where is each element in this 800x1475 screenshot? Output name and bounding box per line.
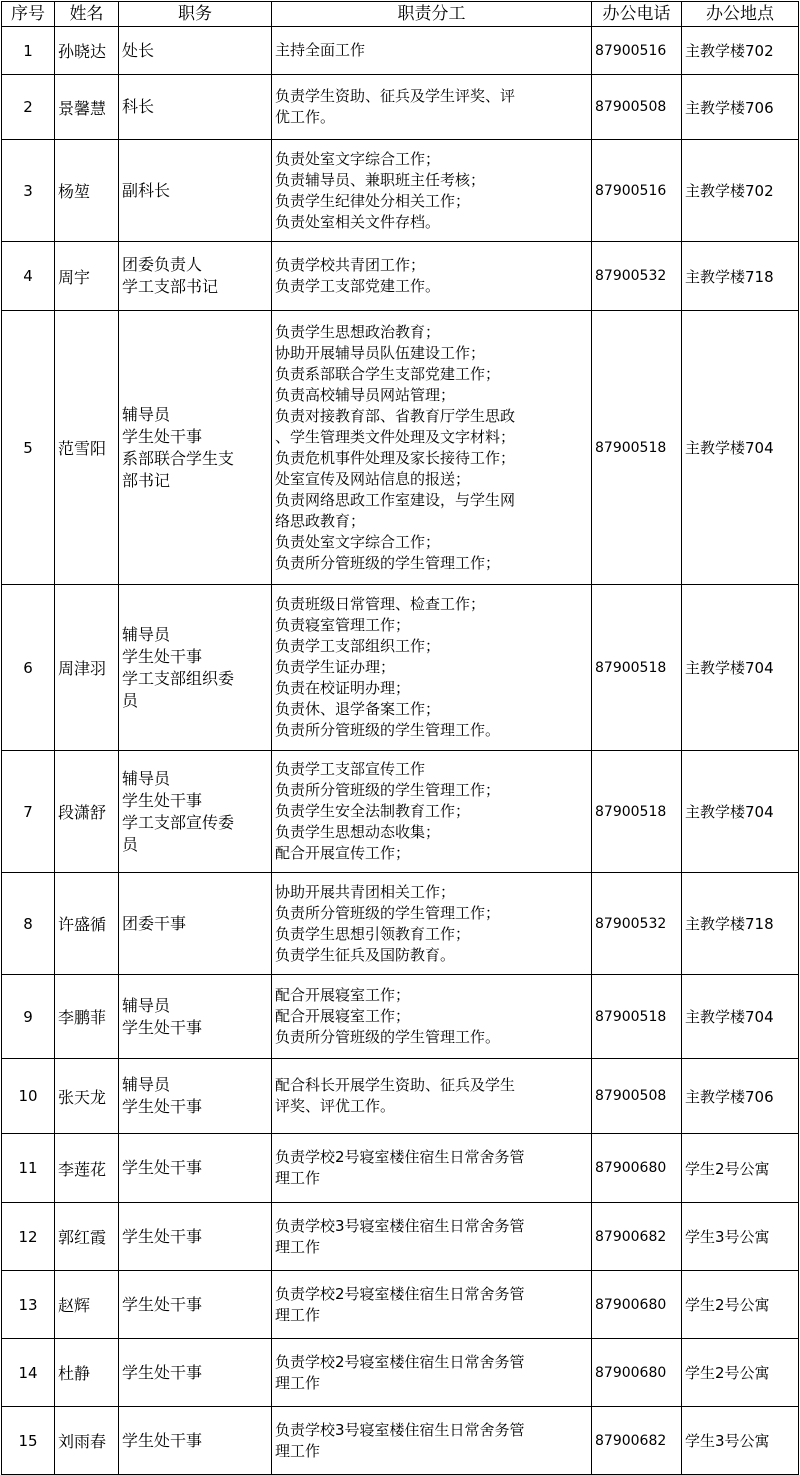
table-body — [2, 27, 799, 1475]
cell-index: 11 — [2, 1134, 55, 1203]
duty-line: 负责学生安全法制教育工作； — [275, 802, 471, 820]
table-header — [2, 2, 799, 27]
position-line: 学生处干事 — [122, 790, 203, 810]
duty-line: 负责处室文字综合工作； — [275, 149, 441, 168]
cell-name: 李莲花 — [55, 1134, 119, 1203]
cell-position — [119, 1339, 272, 1407]
cell-index: 14 — [2, 1339, 55, 1407]
duty-line: 负责处室文字综合工作； — [275, 532, 441, 551]
cell-phone: 87900516 — [592, 140, 682, 242]
duty-line: 负责学校2号寝室楼住宿生日常舍务管 — [275, 1352, 525, 1371]
cell-location: 学生3号公寓 — [682, 1203, 799, 1271]
table-row — [2, 311, 799, 585]
cell-location: 学生2号公寓 — [682, 1271, 799, 1339]
duty-line: 负责休、退学备案工作； — [275, 700, 441, 718]
table-row — [2, 1203, 799, 1271]
table-row — [2, 975, 799, 1059]
cell-name: 杨堃 — [55, 140, 119, 242]
cell-phone: 87900518 — [592, 975, 682, 1059]
duty-line: 理工作 — [275, 1237, 321, 1256]
header-phone: 办公电话 — [592, 2, 682, 27]
cell-name: 段潇舒 — [55, 751, 119, 873]
position-line: 员 — [122, 690, 139, 710]
cell-index: 2 — [2, 75, 55, 140]
cell-index: 12 — [2, 1203, 55, 1271]
position-line: 学生处干事 — [122, 1430, 203, 1450]
header-position: 职务 — [119, 2, 272, 27]
cell-duties — [272, 75, 592, 140]
cell-index: 7 — [2, 751, 55, 873]
cell-location: 学生2号公寓 — [682, 1339, 799, 1407]
position-line: 学生处干事 — [122, 1158, 203, 1177]
cell-index: 5 — [2, 311, 55, 585]
cell-name: 周津羽 — [55, 585, 119, 751]
duty-line: 负责学校共青团工作； — [275, 256, 426, 274]
position-line: 员 — [122, 834, 139, 854]
duty-line: 协助开展共青团相关工作； — [275, 882, 456, 901]
cell-duties — [272, 311, 592, 585]
cell-position — [119, 975, 272, 1059]
table-row — [2, 1407, 799, 1475]
duty-line: 负责学工支部宣传工作 — [275, 760, 426, 778]
cell-index: 8 — [2, 873, 55, 975]
duty-line: 理工作 — [275, 1305, 321, 1324]
cell-position — [119, 140, 272, 242]
duty-line: 负责学校2号寝室楼住宿生日常舍务管 — [275, 1284, 525, 1303]
cell-duties — [272, 242, 592, 311]
cell-name: 杜静 — [55, 1339, 119, 1407]
duty-line: 优工作。 — [275, 108, 336, 126]
table-row — [2, 1134, 799, 1203]
duty-line: 负责学校3号寝室楼住宿生日常舍务管 — [275, 1420, 525, 1439]
cell-location: 主教学楼704 — [682, 751, 799, 873]
duty-line: 负责学生纪律处分相关工作； — [275, 191, 471, 210]
cell-duties — [272, 975, 592, 1059]
duty-line: 负责所分管班级的学生管理工作。 — [275, 721, 501, 739]
cell-phone: 87900682 — [592, 1203, 682, 1271]
duty-line: 负责学生证办理； — [275, 658, 396, 676]
duty-line: 评奖、评优工作。 — [275, 1097, 396, 1115]
cell-phone: 87900516 — [592, 27, 682, 75]
position-line: 辅导员 — [122, 404, 171, 424]
cell-index: 6 — [2, 585, 55, 751]
cell-name: 许盛循 — [55, 873, 119, 975]
cell-index: 4 — [2, 242, 55, 311]
position-line: 副科长 — [122, 180, 171, 200]
duty-line: 理工作 — [275, 1373, 321, 1392]
cell-location: 主教学楼706 — [682, 75, 799, 140]
position-line: 辅导员 — [122, 1075, 171, 1094]
position-line: 辅导员 — [122, 995, 171, 1015]
duty-line: 负责在校证明办理； — [275, 679, 411, 697]
table-row — [2, 75, 799, 140]
duty-line: 负责对接教育部、省教育厅学生思政 — [275, 406, 516, 425]
table-row — [2, 1059, 799, 1134]
duty-line: 、学生管理类文件处理及文字材料； — [275, 427, 516, 446]
duty-line: 配合开展宣传工作； — [275, 844, 411, 862]
cell-phone: 87900518 — [592, 311, 682, 585]
cell-name: 张天龙 — [55, 1059, 119, 1134]
table-row — [2, 1339, 799, 1407]
cell-position — [119, 1134, 272, 1203]
duty-line: 配合开展寝室工作； — [275, 1007, 411, 1025]
duty-line: 理工作 — [275, 1169, 321, 1187]
header-duties: 职责分工 — [272, 2, 592, 27]
cell-name: 郭红霞 — [55, 1203, 119, 1271]
position-line: 学工支部书记 — [122, 277, 219, 296]
duty-line: 负责系部联合学生支部党建工作； — [275, 364, 501, 383]
duty-line: 负责学生资助、征兵及学生评奖、评 — [275, 87, 516, 105]
cell-index: 3 — [2, 140, 55, 242]
cell-phone: 87900680 — [592, 1134, 682, 1203]
position-line: 团委干事 — [122, 913, 187, 933]
cell-phone: 87900682 — [592, 1407, 682, 1475]
cell-location: 主教学楼704 — [682, 311, 799, 585]
duty-line: 理工作 — [275, 1441, 321, 1460]
duty-line: 负责寝室管理工作； — [275, 616, 411, 634]
duty-line: 负责所分管班级的学生管理工作； — [275, 553, 501, 572]
cell-name: 周宇 — [55, 242, 119, 311]
position-line: 学生处干事 — [122, 426, 203, 446]
cell-name: 赵辉 — [55, 1271, 119, 1339]
duty-line: 负责学生思想动态收集； — [275, 823, 441, 841]
cell-location: 学生2号公寓 — [682, 1134, 799, 1203]
cell-index: 10 — [2, 1059, 55, 1134]
table-row — [2, 140, 799, 242]
duty-line: 配合科长开展学生资助、征兵及学生 — [275, 1076, 516, 1094]
cell-position — [119, 75, 272, 140]
cell-location: 主教学楼702 — [682, 27, 799, 75]
position-line: 学工支部宣传委 — [122, 812, 235, 832]
position-line: 系部联合学生支 — [122, 448, 235, 468]
cell-name: 景馨慧 — [55, 75, 119, 140]
cell-duties — [272, 585, 592, 751]
position-line: 处长 — [122, 40, 155, 60]
cell-index: 13 — [2, 1271, 55, 1339]
position-line: 科长 — [122, 97, 155, 116]
cell-phone: 87900518 — [592, 585, 682, 751]
cell-duties — [272, 1407, 592, 1475]
cell-position — [119, 1059, 272, 1134]
cell-duties — [272, 140, 592, 242]
staff-duty-table — [1, 1, 799, 1475]
cell-phone: 87900508 — [592, 75, 682, 140]
duty-line: 负责辅导员、兼职班主任考核； — [275, 170, 486, 189]
duty-line: 负责所分管班级的学生管理工作。 — [275, 1028, 501, 1046]
table-row — [2, 873, 799, 975]
cell-duties — [272, 1271, 592, 1339]
cell-position — [119, 873, 272, 975]
duty-line: 负责学生思想引领教育工作； — [275, 924, 471, 943]
cell-phone: 87900532 — [592, 242, 682, 311]
duty-line: 络思政教育； — [275, 511, 366, 530]
table-row — [2, 585, 799, 751]
position-line: 辅导员 — [122, 624, 171, 644]
cell-position — [119, 27, 272, 75]
cell-location: 主教学楼718 — [682, 873, 799, 975]
duty-line: 负责学校2号寝室楼住宿生日常舍务管 — [275, 1148, 525, 1166]
cell-index: 1 — [2, 27, 55, 75]
cell-location: 主教学楼706 — [682, 1059, 799, 1134]
table-row — [2, 242, 799, 311]
header-row — [2, 2, 799, 27]
duty-line: 负责危机事件处理及家长接待工作； — [275, 448, 516, 467]
duty-line: 负责学工支部组织工作； — [275, 637, 441, 655]
cell-index: 15 — [2, 1407, 55, 1475]
position-line: 团委负责人 — [122, 255, 203, 274]
header-name: 姓名 — [55, 2, 119, 27]
duty-line: 主持全面工作 — [275, 41, 366, 59]
cell-position — [119, 585, 272, 751]
position-line: 学工支部组织委 — [122, 668, 235, 688]
duty-line: 负责班级日常管理、检查工作； — [275, 595, 486, 613]
cell-duties — [272, 1134, 592, 1203]
cell-duties — [272, 1203, 592, 1271]
duty-line: 负责处室相关文件存档。 — [275, 212, 441, 231]
header-index: 序号 — [2, 2, 55, 27]
cell-name: 范雪阳 — [55, 311, 119, 585]
cell-position — [119, 1271, 272, 1339]
cell-position — [119, 1407, 272, 1475]
cell-duties — [272, 751, 592, 873]
cell-phone: 87900680 — [592, 1271, 682, 1339]
cell-duties — [272, 1339, 592, 1407]
duty-line: 配合开展寝室工作； — [275, 986, 411, 1004]
position-line: 学生处干事 — [122, 1362, 203, 1382]
cell-position — [119, 242, 272, 311]
duty-line: 负责学工支部党建工作。 — [275, 277, 441, 295]
cell-position — [119, 751, 272, 873]
table-row — [2, 751, 799, 873]
cell-phone: 87900508 — [592, 1059, 682, 1134]
duty-line: 协助开展辅导员队伍建设工作； — [275, 343, 486, 362]
cell-location: 学生3号公寓 — [682, 1407, 799, 1475]
cell-location: 主教学楼704 — [682, 585, 799, 751]
duty-line: 负责所分管班级的学生管理工作； — [275, 903, 501, 922]
position-line: 学生处干事 — [122, 1097, 203, 1116]
position-line: 学生处干事 — [122, 646, 203, 666]
cell-location: 主教学楼718 — [682, 242, 799, 311]
cell-name: 孙晓达 — [55, 27, 119, 75]
cell-phone: 87900532 — [592, 873, 682, 975]
cell-phone: 87900680 — [592, 1339, 682, 1407]
duty-line: 负责所分管班级的学生管理工作； — [275, 781, 501, 799]
position-line: 学生处干事 — [122, 1294, 203, 1314]
cell-position — [119, 311, 272, 585]
duty-line: 负责学生思想政治教育； — [275, 322, 441, 341]
position-line: 部书记 — [122, 470, 171, 490]
cell-duties — [272, 1059, 592, 1134]
position-line: 学生处干事 — [122, 1017, 203, 1037]
cell-location: 主教学楼702 — [682, 140, 799, 242]
table-row — [2, 1271, 799, 1339]
cell-duties — [272, 27, 592, 75]
table-row — [2, 27, 799, 75]
duty-line: 负责高校辅导员网站管理； — [275, 385, 456, 404]
cell-position — [119, 1203, 272, 1271]
duty-line: 负责学生征兵及国防教育。 — [275, 945, 456, 964]
cell-phone: 87900518 — [592, 751, 682, 873]
duty-line: 负责网络思政工作室建设，与学生网 — [275, 490, 516, 509]
cell-name: 刘雨春 — [55, 1407, 119, 1475]
cell-name: 李鹏菲 — [55, 975, 119, 1059]
cell-index: 9 — [2, 975, 55, 1059]
header-location: 办公地点 — [682, 2, 799, 27]
position-line: 辅导员 — [122, 768, 171, 788]
position-line: 学生处干事 — [122, 1226, 203, 1246]
cell-duties — [272, 873, 592, 975]
duty-line: 负责学校3号寝室楼住宿生日常舍务管 — [275, 1216, 525, 1235]
duty-line: 处室宣传及网站信息的报送； — [275, 469, 471, 488]
cell-location: 主教学楼704 — [682, 975, 799, 1059]
